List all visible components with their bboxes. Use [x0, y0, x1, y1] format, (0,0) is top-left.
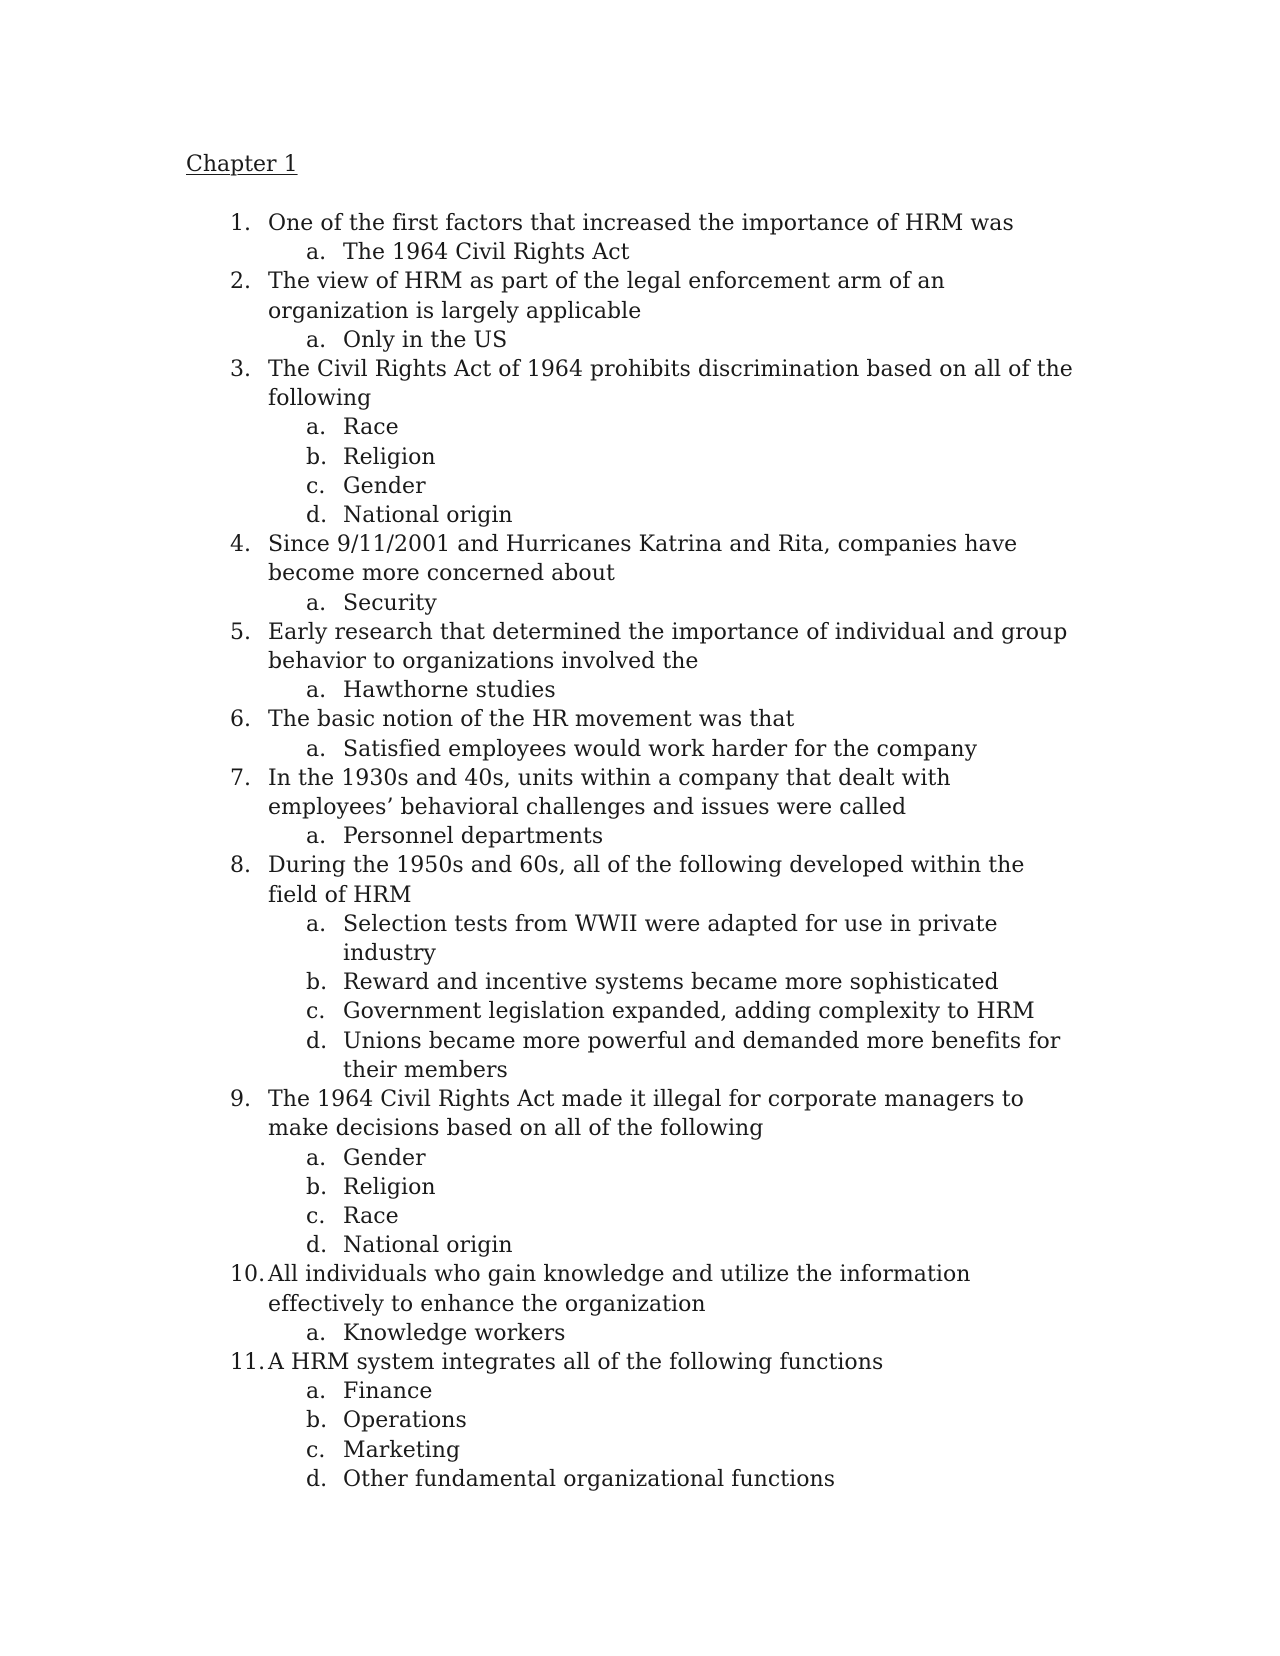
- question-number: 9.: [230, 1087, 252, 1113]
- question-text: One of the first factors that increased the importance of HRM was: [268, 211, 1014, 236]
- answer-letter: a.: [306, 736, 327, 762]
- question-text: The 1964 Civil Rights Act made it illegal for corporate managers to make decisions based on all of the following: [268, 1087, 1024, 1142]
- answer-item: [0, 997, 1280, 1026]
- answer-letter: a.: [306, 1320, 327, 1346]
- answer-text: National origin: [343, 1233, 513, 1259]
- answer-letter: c.: [306, 999, 326, 1025]
- answer-letter: a.: [306, 911, 327, 937]
- answer-letter: b.: [306, 970, 328, 996]
- question-item: [0, 705, 1280, 734]
- answer-letter: d.: [306, 503, 328, 529]
- answer-letter: d.: [306, 1233, 328, 1259]
- answer-letter: a.: [306, 678, 327, 704]
- question-text: A HRM system integrates all of the following functions: [268, 1349, 884, 1375]
- question-number: 11.: [230, 1349, 266, 1375]
- answer-text: Gender: [343, 473, 426, 499]
- answer-letter: a.: [306, 327, 327, 353]
- answer-item: [0, 822, 1280, 851]
- answer-text: Hawthorne studies: [343, 678, 556, 704]
- answer-text: Finance: [343, 1379, 433, 1405]
- answer-item: [0, 676, 1280, 705]
- answer-item: [0, 1027, 1280, 1085]
- question-item: [0, 1085, 1280, 1143]
- answer-text: Race: [343, 1203, 399, 1229]
- answer-letter: a.: [306, 415, 327, 441]
- answer-item: [0, 1144, 1280, 1173]
- chapter-title: Chapter 1: [186, 152, 298, 177]
- answer-item: [0, 1231, 1280, 1260]
- answer-text: Reward and incentive systems became more sophisticated: [343, 970, 999, 996]
- answer-text: Knowledge workers: [343, 1320, 566, 1346]
- question-text: The view of HRM as part of the legal enforcement arm of an organization is largely applicable: [268, 269, 945, 324]
- answer-text: Only in the US: [343, 327, 508, 353]
- answer-text: Religion: [343, 444, 436, 470]
- answer-letter: a.: [306, 824, 327, 850]
- answer-item: [0, 501, 1280, 530]
- question-number: 4.: [230, 532, 252, 558]
- answer-text: Satisfied employees would work harder for the company: [343, 736, 978, 762]
- answer-item: [0, 1377, 1280, 1406]
- answer-text: Operations: [343, 1408, 467, 1434]
- question-number: 2.: [230, 269, 252, 295]
- answer-item: [0, 1436, 1280, 1465]
- question-number: 1.: [230, 211, 252, 236]
- answer-item: [0, 968, 1280, 997]
- question-number: 7.: [230, 765, 252, 791]
- question-text: The basic notion of the HR movement was that: [268, 707, 795, 733]
- answer-item: [0, 1202, 1280, 1231]
- question-item: [0, 267, 1280, 325]
- question-number: 3.: [230, 357, 252, 383]
- question-text: The Civil Rights Act of 1964 prohibits discrimination based on all of the following: [268, 357, 1073, 412]
- answer-item: [0, 1319, 1280, 1348]
- answer-text: Personnel departments: [343, 824, 604, 850]
- answer-letter: a.: [306, 1379, 327, 1405]
- answer-letter: b.: [306, 1174, 328, 1200]
- question-item: [0, 1348, 1280, 1377]
- question-item: [0, 1260, 1280, 1318]
- answer-text: Unions became more powerful and demanded more benefits for their members: [343, 1028, 1061, 1083]
- question-list: [0, 209, 1280, 1494]
- question-item: [0, 355, 1280, 413]
- answer-text: Selection tests from WWII were adapted for use in private industry: [343, 911, 998, 967]
- answer-text: National origin: [343, 503, 513, 529]
- answer-item: [0, 735, 1280, 764]
- question-item: [0, 618, 1280, 676]
- question-item: [0, 764, 1280, 822]
- question-number: 5.: [230, 619, 252, 645]
- question-number: 6.: [230, 707, 252, 733]
- answer-letter: d.: [306, 1028, 328, 1054]
- answer-item: [0, 1173, 1280, 1202]
- question-text: During the 1950s and 60s, all of the following developed within the field of HRM: [268, 853, 1025, 908]
- question-item: [0, 530, 1280, 588]
- answer-item: [0, 472, 1280, 501]
- answer-letter: c.: [306, 1437, 326, 1463]
- answer-text: Gender: [343, 1145, 426, 1171]
- question-number: 8.: [230, 853, 252, 879]
- answer-item: [0, 910, 1280, 968]
- answer-text: Marketing: [343, 1437, 461, 1463]
- question-item: [0, 209, 1280, 238]
- question-text: Since 9/11/2001 and Hurricanes Katrina and Rita, companies have become more concerned about: [268, 532, 1018, 587]
- answer-text: The 1964 Civil Rights Act: [343, 240, 630, 266]
- answer-item: [0, 589, 1280, 618]
- answer-text: Security: [343, 590, 437, 616]
- answer-letter: b.: [306, 1408, 328, 1434]
- answer-letter: a.: [306, 590, 327, 616]
- question-text: In the 1930s and 40s, units within a company that dealt with employees’ behavioral challenges and issues were called: [268, 765, 951, 821]
- answer-text: Race: [343, 415, 399, 441]
- answer-letter: d.: [306, 1466, 328, 1492]
- answer-item: [0, 443, 1280, 472]
- answer-letter: a.: [306, 1145, 327, 1171]
- question-text: All individuals who gain knowledge and utilize the information effectively to enhance the organization: [268, 1262, 971, 1317]
- answer-letter: b.: [306, 444, 328, 470]
- answer-item: [0, 1465, 1280, 1494]
- question-number: 10.: [230, 1262, 266, 1288]
- answer-item: [0, 326, 1280, 355]
- answer-text: Religion: [343, 1174, 436, 1200]
- answer-item: [0, 413, 1280, 442]
- question-item: [0, 851, 1280, 909]
- answer-letter: a.: [306, 240, 327, 266]
- answer-item: [0, 238, 1280, 267]
- answer-text: Government legislation expanded, adding complexity to HRM: [343, 999, 1035, 1025]
- answer-item: [0, 1406, 1280, 1435]
- answer-letter: c.: [306, 1203, 326, 1229]
- answer-text: Other fundamental organizational functions: [343, 1466, 836, 1492]
- answer-letter: c.: [306, 473, 326, 499]
- question-text: Early research that determined the importance of individual and group behavior to organizations involved the: [268, 619, 1068, 675]
